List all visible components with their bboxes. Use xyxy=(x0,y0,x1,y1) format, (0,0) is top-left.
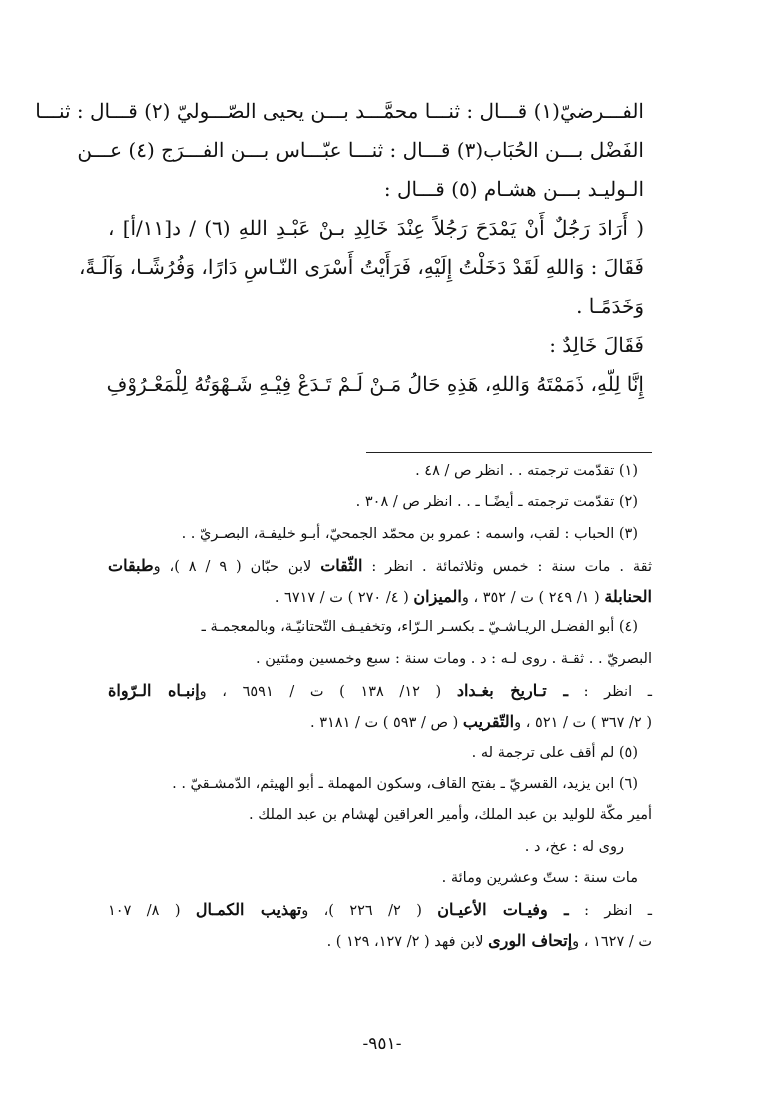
main-text-line-7: فَقَالَ خَالِدٌ : xyxy=(549,333,644,357)
footnote-4-line-3 xyxy=(108,675,652,706)
footnote-6-ref-a: ( ٢/ ٢٢٦ )، و xyxy=(301,903,422,920)
footnote-3-text-b: لابن حبّان ( ٩ / ٨ )، و xyxy=(153,558,312,575)
footnote-4-line-4 xyxy=(108,706,652,737)
main-text-line-3: الـوليـد بـــن هشـام (٥) قـــال : xyxy=(383,177,644,201)
main-text-block xyxy=(35,92,644,404)
footnote-6-tahdhib-title: تهذيب الكمـال xyxy=(195,900,302,920)
main-text-line-6: وَخَدَمًـا . xyxy=(576,294,644,318)
footnotes-block xyxy=(108,456,652,957)
footnote-4-taqrib-title: التّقريب xyxy=(462,712,515,732)
main-text-line-8: إِنَّا لِلّهِ، ذَمَمْتَهُ وَاللهِ، هَذِهِ حَالُ مَـنْ لَـمْ تَـدَعْ فِيْـهِ شَـهْوَتُهُ لِلْمَعْـرُوْفِ xyxy=(106,372,644,396)
footnote-2: (٢) تقدّمت ترجمته ـ أيضًـا ـ . . انظر ص / ٣٠٨ . xyxy=(355,494,638,511)
footnote-4-ref-b: ( ٢/ ٣٦٧ ) ت / ٥٢١ ، و xyxy=(514,715,652,732)
footnote-3-ref-a: ( ١/ ٢٤٩ ) ت / ٣٥٢ ، و xyxy=(461,590,600,607)
footnote-6-line-6 xyxy=(108,925,652,956)
footnote-3-line-3 xyxy=(108,581,652,612)
footnote-4-line-1: (٤) أبو الفضـل الريـاشـيّ ـ بكسـر الـرّاء، وتخفيـف التّحتانيّـة، وبالمعجمـة ـ xyxy=(201,619,638,636)
page-number: -٩٥١- xyxy=(362,1034,402,1054)
footnote-5: (٥) لم أقف على ترجمة له . xyxy=(471,744,638,761)
footnote-4-tarikh-title: ـ تـاريخ بغـداد xyxy=(456,681,569,701)
footnote-6-line-2: أمير مكّة للوليد بن عبد الملك، وأمير العراقين لهشام بن عبد الملك . xyxy=(249,807,652,824)
footnote-6-line-4: مات سنة : ستّ وعشرين ومائة . xyxy=(441,869,638,886)
footnote-4-ref-c: ( ص / ٥٩٣ ) ت / ٣١٨١ . xyxy=(309,715,459,732)
footnote-3-tabaqat-title: طبقات xyxy=(108,555,154,575)
footnote-6-ref-b: ( ٨/ ١٠٧ xyxy=(108,903,181,920)
footnote-3-hanabila-title: الحنابلة xyxy=(604,587,652,607)
footnote-6-ref-d: لابن فهد ( ٢/ ١٢٧، ١٢٩ ) . xyxy=(326,934,484,951)
footnote-6-see: ـ انظر : xyxy=(584,903,652,920)
footnote-3-thiqat-title: الثّقات xyxy=(320,555,363,575)
footnote-6-ref-c: ت / ١٦٢٧ ، و xyxy=(572,934,652,951)
footnote-3-text: ثقة . مات سنة : خمس وثلاثمائة . انظر : xyxy=(371,558,652,575)
footnote-3-line-1: (٣) الحباب : لقب، واسمه : عمرو بن محمّد الجمحيّ، أبـو خليفـة، البصـريّ . . xyxy=(181,525,638,542)
footnote-6-line-3: روى له : عخ، د . xyxy=(524,838,624,855)
footnote-3-line-2 xyxy=(108,550,652,581)
footnote-4-line-2: البصريّ . . ثقـة . روى لـه : د . ومات سنة : سبع وخمسين ومئتين . xyxy=(256,650,652,667)
footnote-4-see: ـ انظر : xyxy=(583,684,652,701)
footnote-6-line-5 xyxy=(108,894,652,925)
main-text-line-5: فَقَالَ : وَاللهِ لَقَدْ دَخَلْتُ إِلَيْهِ، فَرَأَيْتُ أَسْرَى النّـاسِ دَارًا، وَفُرُشًـا، وَآلَـةً، xyxy=(78,255,644,279)
main-text-line-4: ( أَرَادَ رَجُلٌ أَنْ يَمْدَحَ رَجُلاً عِنْدَ خَالِدِ بـنْ عَبْـدِ اللهِ (٦) / د[١١/أ] ، xyxy=(108,216,644,240)
footnote-3-ref-b: ( ٤/ ٢٧٠ ) ت / ٦٧١٧ . xyxy=(274,590,409,607)
footnote-1: (١) تقدّمت ترجمته . . انظر ص / ٤٨ . xyxy=(415,463,638,479)
footnote-6-line-1: (٦) ابن يزيد، القسريّ ـ بفتح القاف، وسكون المهملة ـ أبو الهيثم، الدّمشـقيّ . . xyxy=(172,775,638,792)
footnote-6-ithaf-title: إتحاف الورى xyxy=(488,931,573,951)
footnote-4-ref-a: ( ١٢/ ١٣٨ ) ت / ٦٥٩١ ، و xyxy=(199,684,442,701)
footnote-separator xyxy=(366,452,652,453)
footnote-4-inbah-title: إنبـاه الـرّواة xyxy=(108,681,200,701)
main-text-line-2: الفَضْل بـــن الحُبَاب(٣) قـــال : ثنـــا عبّـــاس بـــن الفـــرَج (٤) عـــن xyxy=(77,138,644,162)
footnote-3-mizan-title: الميزان xyxy=(413,587,462,607)
footnote-6-wafayat-title: ـ وفيـات الأعيـان xyxy=(437,900,569,920)
main-text-line-1: الفـــرضيّ(١) قـــال : ثنـــا محمَّـــد بـــن يحيى الصّـــوليّ (٢) قـــال : ثنـــا xyxy=(35,99,644,123)
